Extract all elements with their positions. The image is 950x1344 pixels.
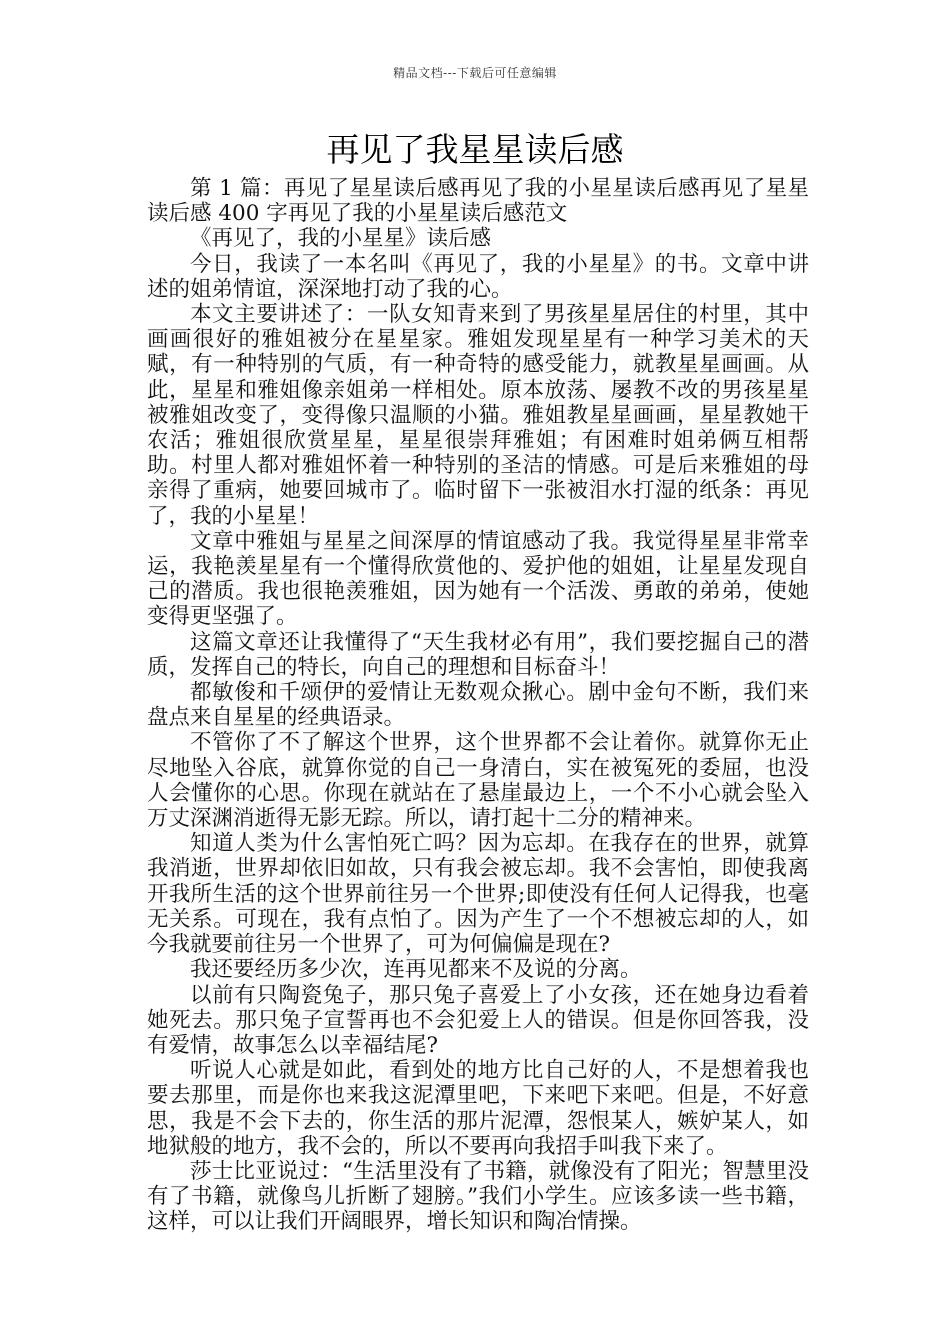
document-title: 再见了我星星读后感 <box>326 130 624 169</box>
document-body <box>147 176 809 1235</box>
paragraph: 听说人心就是如此，看到处的地方比自己好的人，不是想着我也要去那里，而是你也来我这泥潭里吧，下来吧下来吧。但是，不好意思，我是不会下去的，你生活的那片泥潭，怨恨某人，嫉妒某人，如地狱般的地方，我不会的，所以不要再向我招手叫我下来了。 <box>147 1058 809 1159</box>
paragraph: 不管你了不了解这个世界，这个世界都不会让着你。就算你无止尽地坠入谷底，就算你觉的自己一身清白，实在被冤死的委屈，也没人会懂你的心思。你现在就站在了悬崖最边上，一个不小心就会坠入万丈深渊消逝得无影无踪。所以，请打起十二分的精神来。 <box>147 730 809 832</box>
page-header: 精品文档---下载后可任意编辑 <box>393 66 557 80</box>
paragraph-intro: 第 1 篇：再见了星星读后感再见了我的小星星读后感再见了星星读后感 400 字再见了我的小星星读后感范文 <box>147 176 809 227</box>
paragraph: 以前有只陶瓷兔子，那只兔子喜爱上了小女孩，还在她身边看着她死去。那只兔子宣誓再也不会犯爱上人的错误。但是你回答我，没有爱情，故事怎么以幸福结尾? <box>147 982 809 1058</box>
paragraph: 知道人类为什么害怕死亡吗？因为忘却。在我存在的世界，就算我消逝，世界却依旧如故，只有我会被忘却。我不会害怕，即使我离开我所生活的这个世界前往另一个世界;即使没有任何人记得我，也毫无关系。可现在，我有点怕了。因为产生了一个不想被忘却的人，如今我就要前往另一个世界了，可为何偏偏是现在? <box>147 831 809 958</box>
paragraph: 我还要经历多少次，连再见都来不及说的分离。 <box>190 957 642 983</box>
paragraph: 都敏俊和千颂伊的爱情让无数观众揪心。剧中金句不断，我们来盘点来自星星的经典语录。 <box>147 680 809 731</box>
paragraph: 文章中雅姐与星星之间深厚的情谊感动了我。我觉得星星非常幸运，我艳羡星星有一个懂得欣赏他的、爱护他的姐姐，让星星发现自己的潜质。我也很艳羡雅姐，因为她有一个活泼、勇敢的弟弟，使她变得更坚强了。 <box>147 528 809 630</box>
paragraph: 这篇文章还让我懂得了“天生我材必有用”，我们要挖掘自己的潜质，发挥自己的特长，向自己的理想和目标奋斗！ <box>147 629 809 680</box>
paragraph-subtitle: 《再见了，我的小星星》读后感 <box>190 226 492 252</box>
paragraph: 莎士比亚说过：“生活里没有了书籍，就像没有了阳光；智慧里没有了书籍，就像鸟儿折断了翅膀。”我们小学生。应该多读一些书籍，这样，可以让我们开阔眼界，增长知识和陶冶情操。 <box>147 1158 809 1235</box>
paragraph: 今日，我读了一本名叫《再见了，我的小星星》的书。文章中讲述的姐弟情谊，深深地打动了我的心。 <box>147 251 809 302</box>
paragraph: 本文主要讲述了：一队女知青来到了男孩星星居住的村里，其中画画很好的雅姐被分在星星家。雅姐发现星星有一种学习美术的天赋，有一种特别的气质，有一种奇特的感受能力，就教星星画画。从此，星星和雅姐像亲姐弟一样相处。原本放荡、屡教不改的男孩星星被雅姐改变了，变得像只温顺的小猫。雅姐教星星画画，星星教她干农活；雅姐很欣赏星星，星星很崇拜雅姐；有困难时姐弟俩互相帮助。村里人都对雅姐怀着一种特别的圣洁的情感。可是后来雅姐的母亲得了重病，她要回城市了。临时留下一张被泪水打湿的纸条：再见了，我的小星星！ <box>147 302 809 529</box>
